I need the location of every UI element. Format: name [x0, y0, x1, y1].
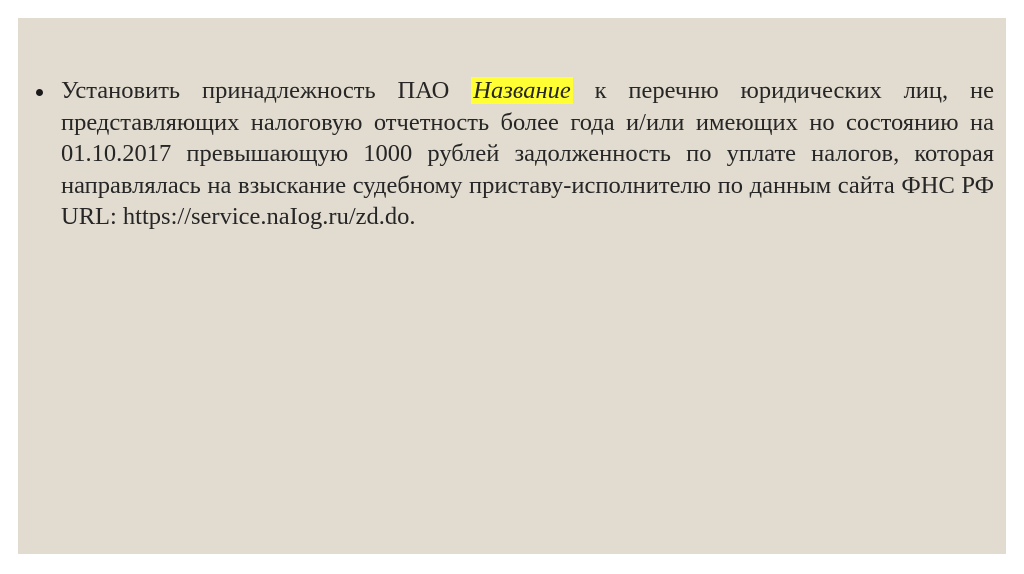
bullet-item: [36, 75, 994, 233]
bullet-prefix: Установить принадлежность ПАО: [61, 77, 450, 104]
slide-panel: [18, 18, 1006, 554]
bullet-suffix: к перечню юридических лиц, не представляющих налоговую отчетность более года и/или имеющих но состоянию на 01.10.2017 превышающую 1000 рублей задолженность по уплате налогов, которая направлялась на взыскание судебному приставу-исполнителю по данным сайта ФНС РФ URL: https://service.naIog.ru/zd.do.: [61, 77, 995, 230]
company-name-highlight: Название: [473, 77, 571, 104]
bullet-text: [61, 75, 994, 233]
bullet-dot-icon: [36, 89, 43, 96]
